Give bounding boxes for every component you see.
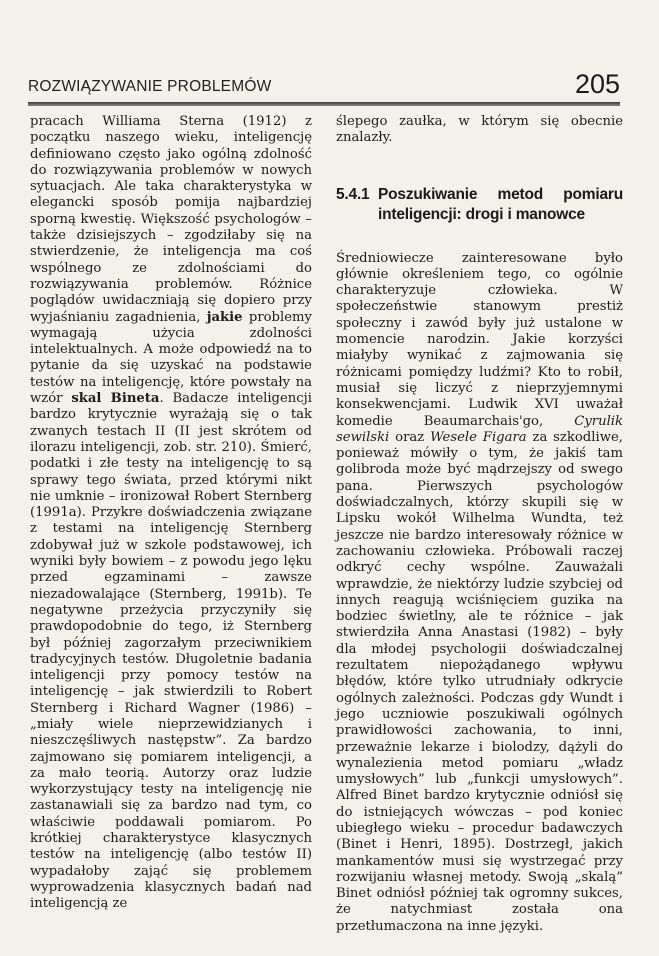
section-number: 5.4.1 [336, 185, 370, 203]
page-number: 205 [574, 69, 620, 99]
italic-title-wesele: Wesele Figara [430, 429, 527, 445]
bold-term-skal-bineta: skal Bineta [71, 391, 160, 407]
page-header [28, 66, 620, 106]
italic-title-cyrulik: Cyrulik sewilski [336, 413, 623, 445]
section-heading [336, 185, 623, 225]
section-title: Poszukiwanie metod pomiaru inteligencji: drogi i manowce [378, 185, 623, 223]
header-rule [28, 102, 620, 106]
paragraph [336, 251, 623, 935]
text-run: za szkodliwe, ponieważ mówiły o tym, że jakiś tam golibroda może być mądrzejszy od swego pana. Pierwszych psychologów doświadczalnych, którzy skupili się w Lipsku wokół Wilhelma Wundta, też jeszcze nie bardzo interesowały różnice w zachowaniu człowieka. Próbowali raczej odkryć cechy wspólne. Zauważali wprawdzie, że niektórzy ludzie szybciej od innych reagują wciśnięciem guzika na bodziec świetlny, ale te różnice – jak stwierdziła Anna Anastasi (1982) – były dla młodej psychologii doświadczalnej rezultatem niepożądanego wpływu błędów, które tylko utrudniały odkrycie ogólnych zależności. Podczas gdy Wundt i jego uczniowie poszukiwali ogólnych prawidłowości zachowania, to inni, przeważnie lekarze i biolodzy, dążyli do wynalezienia metod pomiaru „władz umysłowych” lub „funkcji umysłowych”. Alfred Binet bardzo krytycznie odniósł się do istniejących wówczas – pod koniec ubiegłego wieku – procedur badawczych (Binet i Henri, 1895). Dostrzegł, jakich mankamentów musi się wystrzegać przy rozwijaniu własnej metody. Swoją „skalą” Binet odniósł później tak ogromny sukces, że natychmiast została ona przetłumaczona na inne języki. [336, 429, 623, 934]
right-column [336, 114, 623, 935]
text-run: oraz [395, 429, 425, 445]
text-run: problemy wymagają użycia zdolności intelektualnych. A może odpowiedź na to pytanie da się uzyskać na podstawie testów na inteligencję, które powstały na wzór [30, 309, 312, 407]
paragraph [30, 114, 312, 913]
running-title: ROZWIĄZYWANIE PROBLEMÓW [28, 78, 272, 95]
left-column [30, 114, 312, 913]
paragraph-intro: ślepego zaułka, w którym się obecnie znalazły. [336, 114, 623, 146]
text-run: pracach Williama Sterna (1912) z początku naszego wieku, inteligencję definiowano często jako ogólną zdolność do rozwiązywania problemów w nowych sytuacjach. Ale taka charakterystyka w elegancki sposób pomija najbardziej sporną kwestię. Większość psychologów – także dzisiejszych – zgodziłaby się na stwierdzenie, że inteligencja ma coś wspólnego ze zdolnościami do rozwiązywania problemów. Różnice poglądów uwidaczniają się dopiero przy wyjaśnianiu zagadnienia, [30, 114, 312, 325]
text-run: . Badacze inteligencji bardzo krytycznie wyrażają się o tak zwanych testach II (II jest skrótem od ilorazu inteligencji, zob. str. 210). Śmierć, podatki i złe testy na inteligencję to są sprawy tego świata, przed którymi nikt nie umknie – ironizował Robert Sternberg (1991a). Przykre doświadczenia związane z testami na inteligencję Sternberg zdobywał już w szkole podstawowej, ich wyniki były bowiem – z powodu jego lęku przed egzaminami – zawsze niezadowalające (Sternberg, 1991b). Te negatywne przeżycia przyczyniły się prawdopodobnie do tego, iż Sternberg był później zagorzałym przeciwnikiem tradycyjnych testów. Długoletnie badania inteligencji przy pomocy testów na inteligencję – jak stwierdzili to Robert Sternberg i Richard Wagner (1986) – „miały wiele nieprzewidzianych i nieszczęśliwych następstw”. Za bardzo zajmowano się pomiarem inteligencji, a za mało teorią. Autorzy oraz ludzie wykorzystujący testy na inteligencję nie zastanawiali się za bardzo nad tym, co właściwie poddawali pomiarom. Po krótkiej charakterystyce klasycznych testów na inteligencję (albo testów II) wypadałoby zająć się problemem wyprowadzenia klasycznych badań nad inteligencją ze [30, 391, 312, 912]
bold-term-jakie: jakie [206, 309, 243, 325]
text-run: Średniowiecze zainteresowane było głównie określeniem tego, co ogólnie charakteryzuje człowieka. W społeczeństwie stanowym prestiż społeczny i zawód były już ustalone w momencie narodzin. Jakie korzyści miałyby wynikać z zajmowania się różnicami pomiędzy ludźmi? Kto to robił, musiał się liczyć z nieprzyjemnymi konsekwencjami. Ludwik XVI uważał komedie Beaumarchais'go, [336, 250, 623, 429]
